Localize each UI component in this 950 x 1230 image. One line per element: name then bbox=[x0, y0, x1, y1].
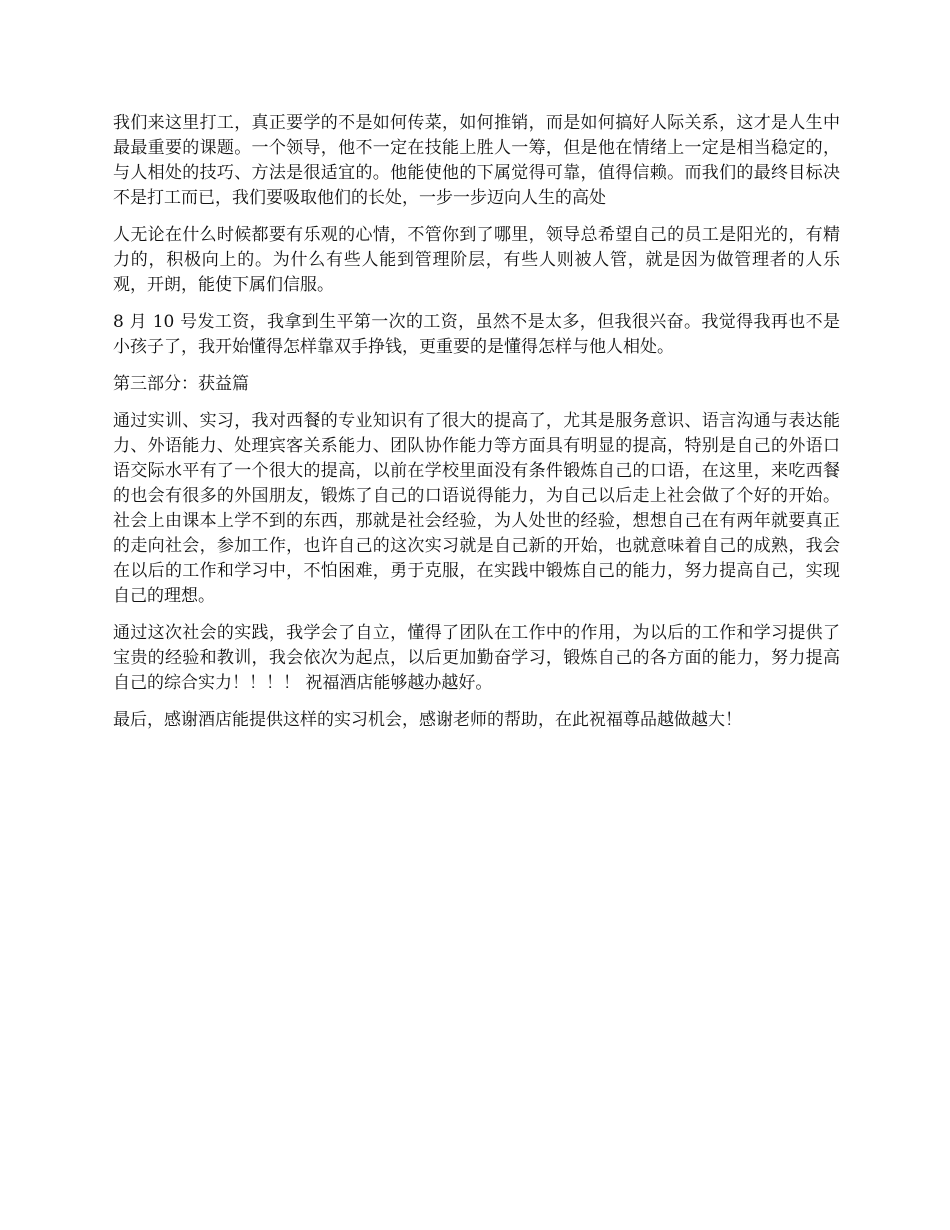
paragraph-social-practice: 通过这次社会的实践，我学会了自立，懂得了团队在工作中的作用，为以后的工作和学习提供了宝贵的经验和教训，我会依次为起点，以后更加勤奋学习，锻炼自己的各方面的能力，努力提高自己的综合实力！！！！ 祝福酒店能够越办越好。 bbox=[113, 623, 840, 693]
document-body bbox=[113, 111, 840, 745]
paragraph-optimism: 人无论在什么时候都要有乐观的心情，不管你到了哪里，领导总希望自己的员工是阳光的，有精力的，积极向上的。为什么有些人能到管理阶层，有些人则被人管，就是因为做管理者的人乐观，开朗，能使下属们信服。 bbox=[113, 225, 840, 295]
paragraph-first-salary: 8 月 10 号发工资，我拿到生平第一次的工资，虽然不是太多，但我很兴奋。我觉得我再也不是小孩子了，我开始懂得怎样靠双手挣钱，更重要的是懂得怎样与他人相处。 bbox=[113, 312, 840, 357]
paragraph-interpersonal-relations: 我们来这里打工，真正要学的不是如何传菜，如何推销，而是如何搞好人际关系，这才是人生中最最重要的课题。一个领导，他不一定在技能上胜人一筹，但是他在情绪上一定是相当稳定的，与人相处的技巧、方法是很适宜的。他能使他的下属觉得可靠，值得信赖。而我们的最终目标决不是打工而已，我们要吸取他们的长处，一步一步迈向人生的高处 bbox=[113, 113, 840, 208]
section-heading: 第三部分：获益篇 bbox=[113, 374, 249, 394]
paragraph-thanks: 最后，感谢酒店能提供这样的实习机会，感谢老师的帮助，在此祝福尊品越做越大！ bbox=[113, 710, 742, 730]
paragraph-gains: 通过实训、实习，我对西餐的专业知识有了很大的提高了，尤其是服务意识、语言沟通与表达能力、外语能力、处理宾客关系能力、团队协作能力等方面具有明显的提高，特别是自己的外语口语交际水平有了一个很大的提高，以前在学校里面没有条件锻炼自己的口语，在这里，来吃西餐的也会有很多的外国朋友，锻炼了自己的口语说得能力，为自己以后走上社会做了个好的开始。社会上由课本上学不到的东西，那就是社会经验，为人处世的经验，想想自己在有两年就要真正的走向社会，参加工作，也许自己的这次实习就是自己新的开始，也就意味着自己的成熟，我会在以后的工作和学习中，不怕困难，勇于克服，在实践中锻炼自己的能力，努力提高自己，实现自己的理想。 bbox=[113, 411, 840, 606]
